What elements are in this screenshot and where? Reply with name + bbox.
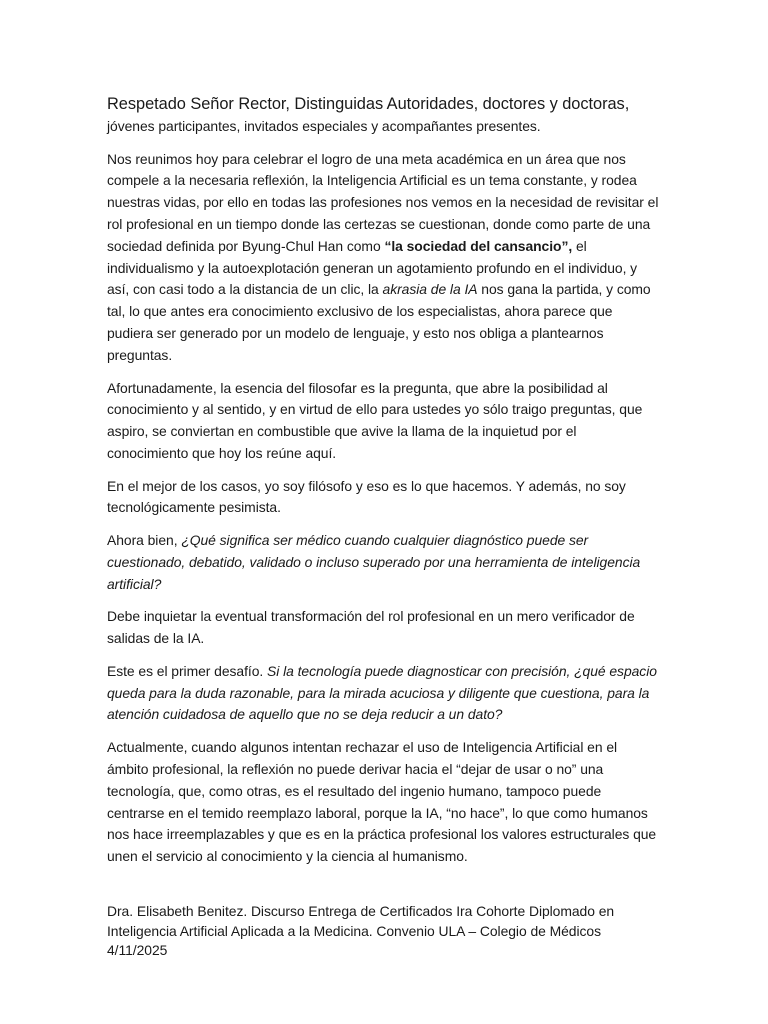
paragraph-4-text-a: Ahora bien,: [107, 532, 182, 549]
paragraph-6: [107, 661, 659, 726]
salutation-rest: jóvenes participantes, invitados especiales y acompañantes presentes.: [107, 118, 541, 134]
signature-line-3: 4/11/2025: [107, 942, 168, 959]
paragraph-1: [107, 149, 659, 367]
signature-line-1: Dra. Elisabeth Benitez. Discurso Entrega de Certificados Ira Cohorte Diplomado en: [107, 903, 615, 919]
speech-body: [107, 92, 659, 879]
paragraph-7: Actualmente, cuando algunos intentan rechazar el uso de Inteligencia Artificial en el ámbito profesional, la reflexión no puede derivar hacia el “dejar de usar o no” una tecnología, que, como otras, es el resultado del ingenio humano, tampoco puede centrarse en el temido reemplazo laboral, porque la IA, “no hace”, lo que como humanos nos hace irreemplazables y que es en la práctica profesional los valores estructurales que unen el servicio al conocimiento y la ciencia al humanismo.: [107, 739, 657, 865]
salutation: [107, 92, 659, 138]
paragraph-1-bold-quote: “la sociedad del cansancio”,: [384, 237, 573, 254]
paragraph-6-italic-question: Si la tecnología puede diagnosticar con precisión, ¿qué espacio queda para la duda razonable, para la mirada acuciosa y diligente que cuestiona, para la atención cuidadosa de aquello que no se deja reducir a un dato?: [107, 662, 657, 723]
salutation-lead: Respetado Señor Rector, Distinguidas Autoridades, doctores y doctoras,: [107, 95, 630, 113]
signature-line-2: Inteligencia Artificial Aplicada a la Medicina. Convenio ULA – Colegio de Médicos: [107, 922, 601, 939]
paragraph-4-italic-question: ¿Qué significa ser médico cuando cualquier diagnóstico puede ser cuestionado, debatido, validado o incluso superado por una herramienta de inteligencia artificial?: [107, 532, 641, 592]
paragraph-1-text-c: el individualismo y la autoexplotación generan un agotamiento profundo en el individuo, y así, con casi todo a la distancia de un clic, la: [107, 237, 638, 298]
paragraph-1-italic-term: akrasia de la IA: [382, 281, 478, 298]
signature-block: [107, 902, 667, 961]
paragraph-1-text-e: nos gana la partida, y como tal, lo que antes era conocimiento exclusivo de los especialistas, ahora parece que pudiera ser generado por un modelo de lenguaje, y esto nos obliga a plantearnos preguntas.: [107, 281, 651, 363]
paragraph-3: En el mejor de los casos, yo soy filósofo y eso es lo que hacemos. Y además, no soy tecnológicamente pesimista.: [107, 477, 626, 516]
paragraph-6-text-a: Este es el primer desafío.: [107, 662, 268, 679]
paragraph-4: [107, 530, 659, 595]
paragraph-2: Afortunadamente, la esencia del filosofar es la pregunta, que abre la posibilidad al conocimiento y al sentido, y en virtud de ello para ustedes yo sólo traigo preguntas, que aspiro, se conviertan en combustible que avive la llama de la inquietud por el conocimiento que hoy los reúne aquí.: [107, 379, 643, 461]
paragraph-1-text-a: Nos reunimos hoy para celebrar el logro de una meta académica en un área que nos compele a la necesaria reflexión, la Inteligencia Artificial es un tema constante, y rodea nuestras vidas, por ello en todas las profesiones nos vemos en la necesidad de revisitar el rol profesional en un tiempo donde las certezas se cuestionan, donde como parte de una sociedad definida por Byung-Chul Han como: [107, 150, 659, 254]
paragraph-5: Debe inquietar la eventual transformación del rol profesional en un mero verificador de salidas de la IA.: [107, 608, 635, 647]
